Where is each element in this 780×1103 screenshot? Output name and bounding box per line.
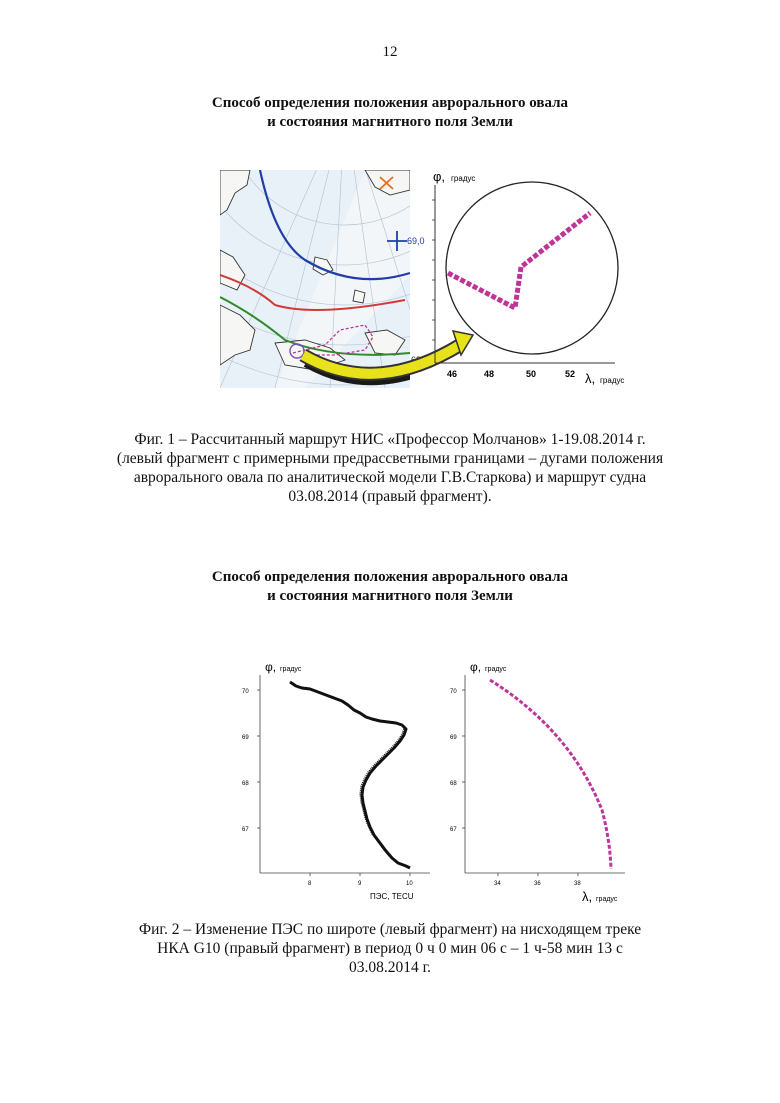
section-1-title (0, 94, 780, 132)
tec-plot-x-tick-3: 10 (406, 881, 413, 887)
track-plot-y-tick-2: 69 (450, 735, 457, 741)
section-2-title-line-1: Способ определения положения аврорального овала (211, 569, 569, 585)
section-1-title-line-1: Способ определения положения аврорального овала (211, 95, 569, 111)
map-label-69: 69,0 (407, 236, 425, 246)
track-plot-y-tick-3: 68 (450, 781, 457, 787)
tec-plot-x-tick-1: 8 (308, 881, 312, 887)
route-plot-y-symbol: φ, (433, 169, 446, 184)
tec-plot-y-unit: градус (280, 666, 302, 673)
route-plot-x-tick-2: 48 (484, 369, 495, 379)
route-plot-x-tick-4: 52 (565, 369, 576, 379)
route-plot-x-symbol: λ, (585, 371, 596, 386)
tec-plot-curve (290, 682, 410, 868)
track-plot-curve (490, 680, 611, 869)
tec-plot-x-label: ПЭС, TECU (370, 892, 414, 901)
track-plot-x-tick-3: 38 (574, 881, 581, 887)
route-plot-circle (446, 182, 618, 354)
figure-2-caption-line-3: 03.08.2014 г. (348, 959, 432, 976)
route-plot-x-tick-1: 46 (447, 369, 458, 379)
track-plot-x-tick-2: 36 (534, 881, 541, 887)
tec-plot (242, 660, 430, 901)
figure-1-caption-line-3: аврорального овала по аналитической модели Г.В.Старкова) и маршрут судна (133, 469, 647, 486)
tec-plot-ticks (257, 690, 410, 876)
figure-2 (230, 655, 630, 910)
track-plot-y-symbol: φ, (470, 660, 482, 674)
figure-1-caption-line-2: (левый фрагмент с примерными предрассветными границами – дугами положения (116, 450, 664, 467)
tec-plot-y-tick-1: 70 (242, 689, 249, 695)
section-2-title (0, 568, 780, 606)
tec-plot-y-symbol: φ, (265, 660, 277, 674)
tec-plot-y-tick-4: 67 (242, 827, 249, 833)
route-plot-y-unit: градус (451, 174, 476, 183)
track-plot-y-tick-1: 70 (450, 689, 457, 695)
map-label-68: 68,0 (411, 355, 429, 365)
tec-plot-noise (290, 682, 410, 867)
figure-1-caption-line-4: 03.08.2014 (правый фрагмент). (288, 488, 492, 505)
section-2-title-line-2: и состояния магнитного поля Земли (267, 588, 513, 604)
figure-1-caption (100, 430, 680, 506)
figure-2-graphic (230, 655, 630, 910)
tec-plot-y-tick-2: 69 (242, 735, 249, 741)
track-plot-y-tick-4: 67 (450, 827, 457, 833)
track-plot-ticks (462, 690, 578, 876)
page-number: 12 (382, 44, 398, 60)
figure-2-caption (100, 920, 680, 977)
route-plot-x-tick-3: 50 (526, 369, 537, 379)
track-plot-x-tick-1: 34 (494, 881, 501, 887)
figure-1-graphic (215, 165, 635, 395)
figure-2-caption-line-2: НКА G10 (правый фрагмент) в период 0 ч 0 мин 06 с – 1 ч-58 мин 13 с (157, 940, 623, 957)
track-plot-x-symbol: λ, (582, 889, 593, 904)
figure-1 (215, 165, 635, 395)
tec-plot-y-tick-3: 68 (242, 781, 249, 787)
figure-2-caption-line-1: Фиг. 2 – Изменение ПЭС по широте (левый фрагмент) на нисходящем треке (138, 921, 642, 938)
figure-1-caption-line-1: Фиг. 1 – Рассчитанный маршрут НИС «Профессор Молчанов» 1-19.08.2014 г. (134, 431, 646, 448)
tec-plot-x-tick-2: 9 (358, 881, 362, 887)
track-plot-y-unit: градус (485, 666, 507, 673)
route-plot-x-unit: градус (600, 376, 625, 385)
section-1-title-line-2: и состояния магнитного поля Земли (267, 114, 513, 130)
track-plot (450, 660, 625, 904)
track-plot-x-unit: градус (596, 896, 618, 903)
